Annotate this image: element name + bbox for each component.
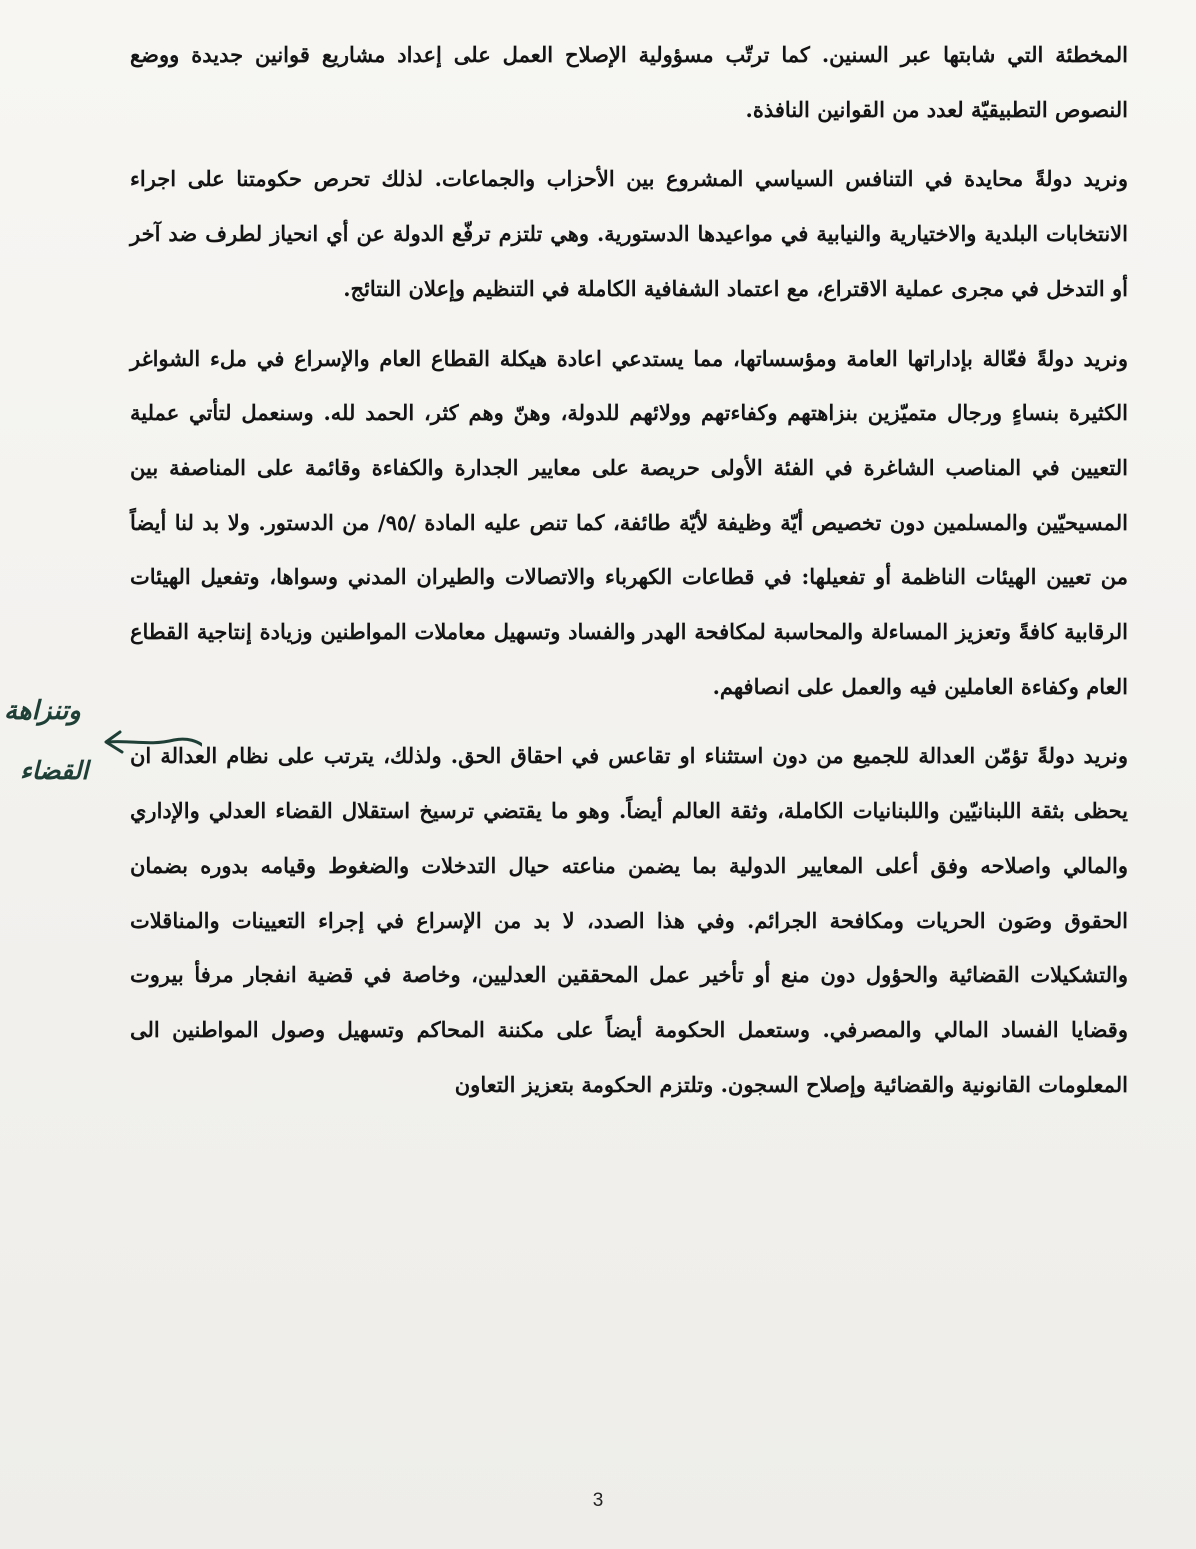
annotation-line-1: وتنزاهة	[4, 696, 81, 726]
paragraph-effective-state: ونريد دولةً فعّالة بإداراتها العامة ومؤسساتها، مما يستدعي اعادة هيكلة القطاع العام والإسراع في ملء الشواغر الكثيرة بنساءٍ ورجال متميّزين بنزاهتهم وكفاءتهم وولائهم للدولة، وهنّ وهم كثر، الحمد لله. وسنعمل لتأتي عملية التعيين في المناصب الشاغرة في الفئة الأولى حريصة على معايير الجدارة والكفاءة وقائمة على المناصفة بين المسيحيّين والمسلمين دون تخصيص أيّة وظيفة لأيّة طائفة، كما تنص عليه المادة /٩٥/ من الدستور. ولا بد لنا أيضاً من تعيين الهيئات الناظمة أو تفعيلها: في قطاعات الكهرباء والاتصالات والطيران المدني وسواها، وتفعيل الهيئات الرقابية كافةً وتعزيز المساءلة والمحاسبة لمكافحة الهدر والفساد وتسهيل معاملات المواطنين وزيادة إنتاجية القطاع العام وكفاءة العاملين فيه والعمل على انصافهم.	[130, 345, 1128, 699]
page-number: 3	[592, 1490, 604, 1511]
paragraph-justice: ونريد دولةً تؤمّن العدالة للجميع من دون استثناء او تقاعس في احقاق الحق. ولذلك، يترتب على نظام العدالة ان يحظى بثقة اللبنانيّين واللبنانيات الكاملة، وثقة العالم أيضاً. وهو ما يقتضي ترسيخ استقلال القضاء العدلي والإداري والمالي واصلاحه وفق أعلى المعايير الدولية بما يضمن مناعته حيال التدخلات والضغوط وقيامه بدوره بضمان الحقوق وصَون الحريات ومكافحة الجرائم. وفي هذا الصدد، لا بد من الإسراع في إجراء التعيينات والمناقلات والتشكيلات القضائية والحؤول دون منع أو تأخير عمل المحققين العدليين، وخاصة في قضية انفجار مرفأ بيروت وقضايا الفساد المالي والمصرفي. وستعمل الحكومة أيضاً على مكننة المحاكم وتسهيل وصول المواطنين الى المعلومات القانونية والقضائية وإصلاح السجون. وتلتزم الحكومة بتعزيز التعاون	[130, 743, 1128, 1097]
paragraph-neutral-state: ونريد دولةً محايدة في التنافس السياسي المشروع بين الأحزاب والجماعات. لذلك تحرص حكومتنا على اجراء الانتخابات البلدية والاختيارية والنيابية في مواعيدها الدستورية. وهي تلتزم ترفّع الدولة عن أي انحياز لطرف ضد آخر أو التدخل في مجرى عملية الاقتراع، مع اعتماد الشفافية الكاملة في التنظيم وإعلان النتائج.	[130, 166, 1128, 301]
paragraph-reform-laws: المخطئة التي شابتها عبر السنين. كما ترتّب مسؤولية الإصلاح العمل على إعداد مشاريع قوانين جديدة ووضع النصوص التطبيقيّة لعدد من القوانين النافذة.	[130, 42, 1128, 122]
body-text	[130, 28, 1128, 1112]
annotation-line-2: القضاء	[20, 756, 89, 785]
handwritten-annotation	[2, 690, 202, 820]
